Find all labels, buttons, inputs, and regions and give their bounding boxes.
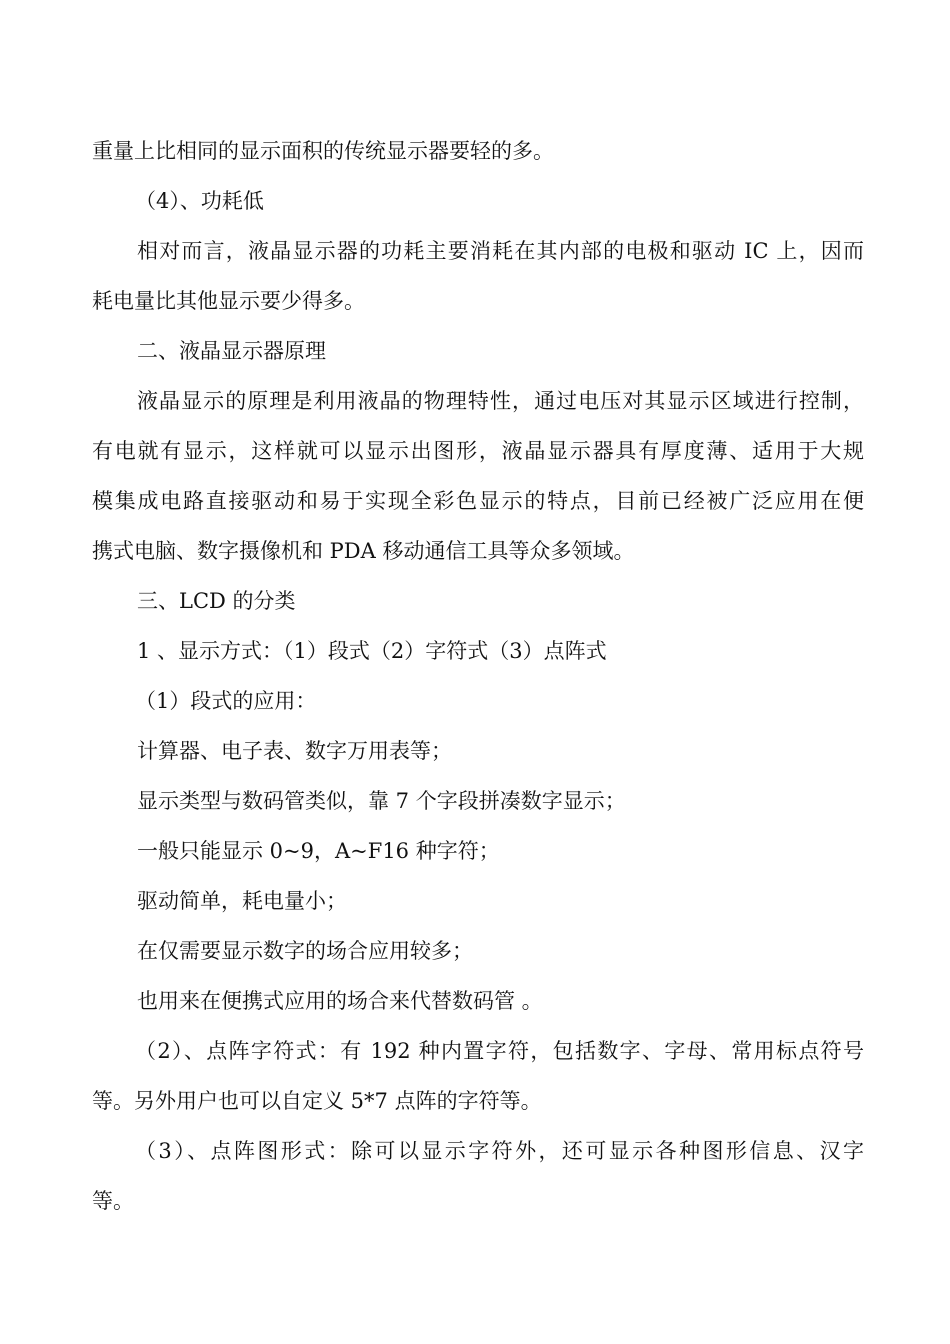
paragraph-line: （2）、点阵字符式：有 192 种内置字符，包括数字、字母、常用标点符号	[135, 1039, 864, 1063]
list-item: 驱动简单，耗电量小；	[137, 889, 347, 913]
list-item: 一般只能显示 0~9，A~F16 种字符；	[137, 839, 500, 863]
paragraph-line: 等。	[92, 1189, 134, 1213]
paragraph-line: 重量上比相同的显示面积的传统显示器要轻的多。	[92, 139, 554, 163]
paragraph-line: 耗电量比其他显示要少得多。	[92, 289, 365, 313]
section-heading: 二、液晶显示器原理	[137, 339, 326, 363]
paragraph-line: （3）、点阵图形式：除可以显示字符外，还可显示各种图形信息、汉字	[135, 1139, 864, 1163]
list-item: 计算器、电子表、数字万用表等；	[137, 739, 452, 763]
paragraph-line: 有电就有显示，这样就可以显示出图形，液晶显示器具有厚度薄、适用于大规	[92, 439, 864, 463]
subsection-heading: （1）段式的应用：	[135, 689, 317, 713]
paragraph-line: 等。另外用户也可以自定义 5*7 点阵的字符等。	[92, 1089, 542, 1113]
list-item: 显示类型与数码管类似，靠 7 个字段拼凑数字显示；	[137, 789, 626, 813]
section-heading: （4）、功耗低	[135, 189, 264, 213]
paragraph-line: 携式电脑、数字摄像机和 PDA 移动通信工具等众多领域。	[92, 539, 635, 563]
list-item: 也用来在便携式应用的场合来代替数码管 。	[137, 989, 543, 1013]
paragraph-line: 1 、显示方式：（1）段式（2）字符式（3）点阵式	[137, 639, 607, 663]
section-heading: 三、LCD 的分类	[137, 589, 296, 613]
list-item: 在仅需要显示数字的场合应用较多；	[137, 939, 473, 963]
paragraph-line: 液晶显示的原理是利用液晶的物理特性，通过电压对其显示区域进行控制，	[137, 389, 864, 413]
paragraph-line: 相对而言，液晶显示器的功耗主要消耗在其内部的电极和驱动 IC 上，因而	[137, 239, 864, 263]
paragraph-line: 模集成电路直接驱动和易于实现全彩色显示的特点，目前已经被广泛应用在便	[92, 489, 864, 513]
document-page	[92, 126, 864, 1226]
